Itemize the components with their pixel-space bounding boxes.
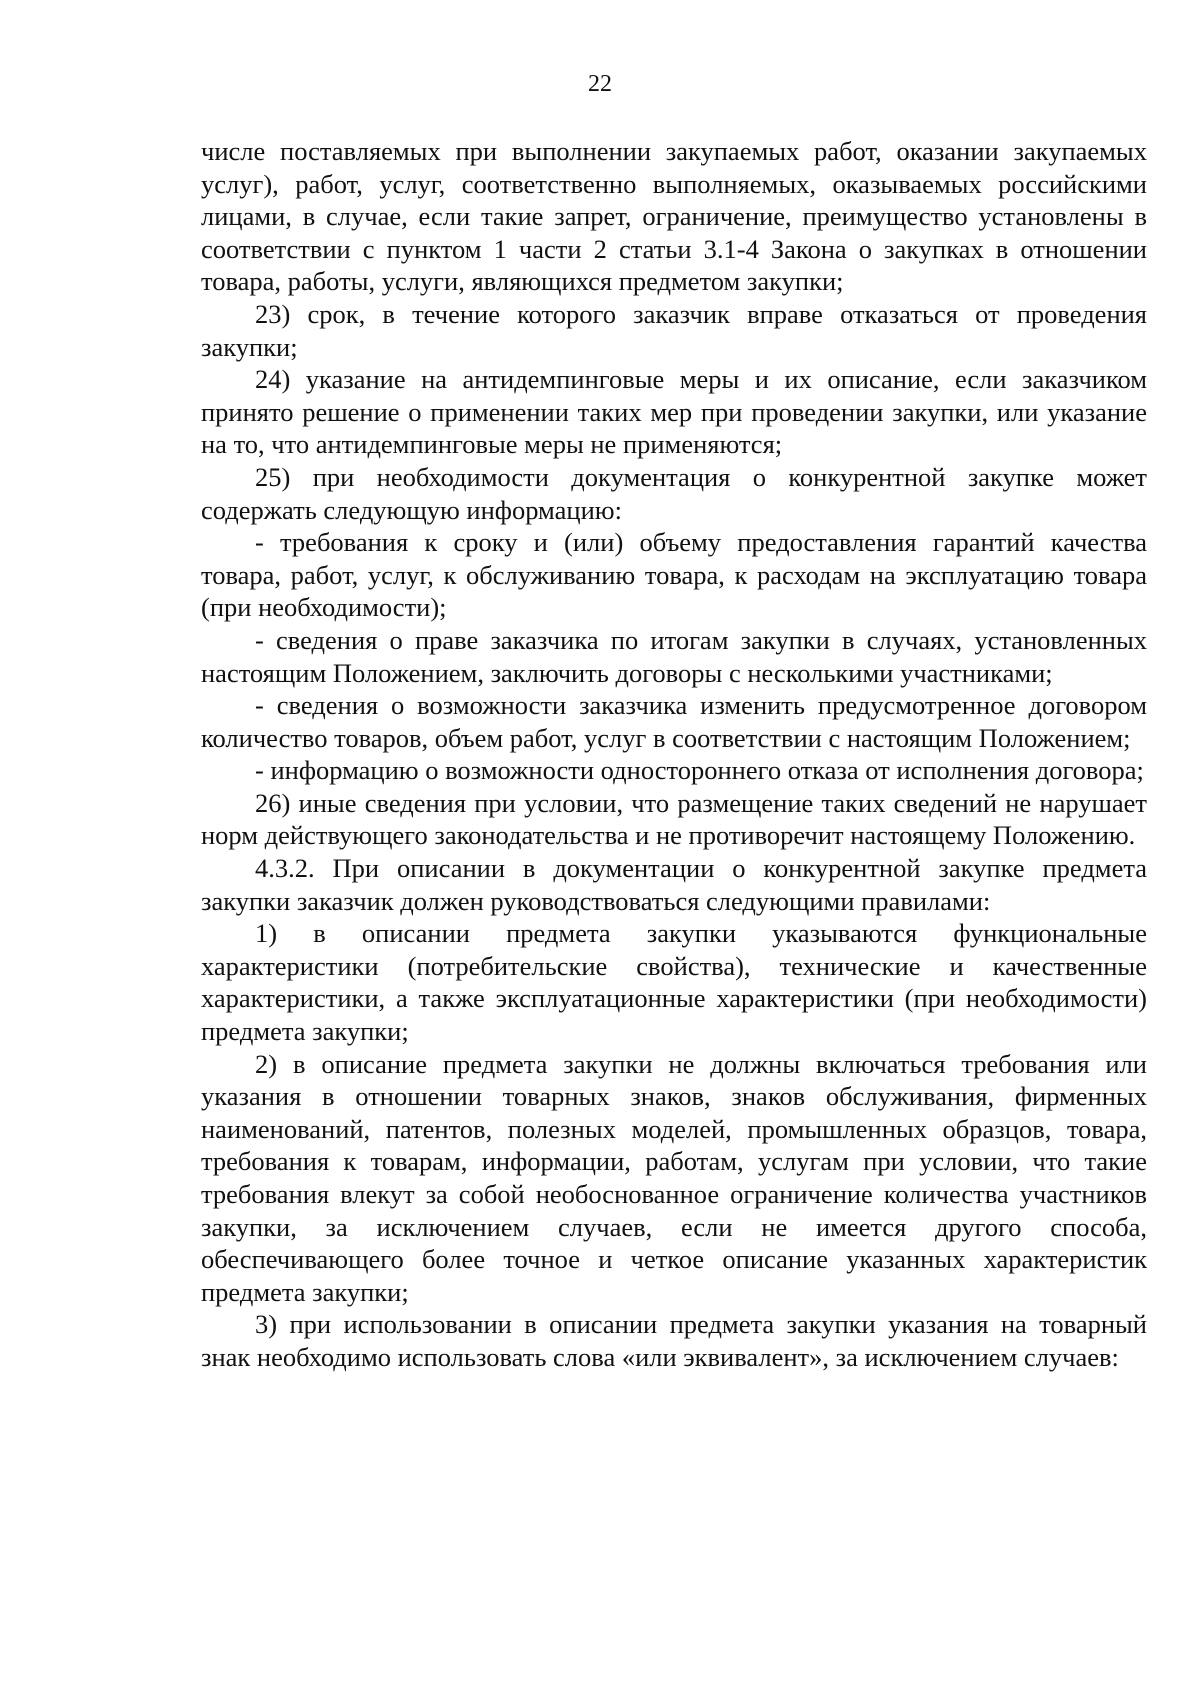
paragraph-rule-3: 3) при использовании в описании предмета закупки указания на товарный знак необходимо использовать слова «или эквивалент», за исключением случаев:	[201, 1309, 1147, 1372]
page-number: 22	[588, 71, 612, 97]
paragraph-bullet-multiple-contracts: - сведения о праве заказчика по итогам закупки в случаях, установленных настоящим Положением, заключить договоры с несколькими участниками;	[201, 624, 1147, 688]
paragraph-item-25: 25) при необходимости документация о конкурентной закупке может содержать следующую информацию:	[201, 461, 1147, 525]
paragraph-section-4-3-2: 4.3.2. При описании в документации о конкурентной закупке предмета закупки заказчик должен руководствоваться следующими правилами:	[201, 853, 1147, 916]
paragraph-item-23: 23) срок, в течение которого заказчик вправе отказаться от проведения закупки;	[201, 298, 1147, 362]
body-text	[201, 135, 1147, 1374]
paragraph-bullet-guarantees: - требования к сроку и (или) объему предоставления гарантий качества товара, работ, услуг, к обслуживанию товара, к расходам на эксплуатацию товара (при необходимости);	[201, 527, 1147, 623]
paragraph-item-24: 24) указание на антидемпинговые меры и их описание, если заказчиком принято решение о применении таких мер при проведении закупки, или указание на то, что антидемпинговые меры не применяются;	[201, 364, 1147, 460]
paragraph-bullet-unilateral-refusal: - информацию о возможности одностороннего отказа от исполнения договора;	[255, 755, 1144, 786]
paragraph-item-26: 26) иные сведения при условии, что размещение таких сведений не нарушает норм действующего законодательства и не противоречит настоящему Положению.	[201, 787, 1147, 851]
paragraph-bullet-change-quantity: - сведения о возможности заказчика изменить предусмотренное договором количество товаров, объем работ, услуг в соответствии с настоящим Положением;	[201, 690, 1147, 753]
paragraph-continuation: числе поставляемых при выполнении закупаемых работ, оказании закупаемых услуг), работ, услуг, соответственно выполняемых, оказываемых российскими лицами, в случае, если такие запрет, ограничение, преимущество установлены в соответствии с пунктом 1 части 2 статьи 3.1-4 Закона о закупках в отношении товара, работы, услуги, являющихся предметом закупки;	[201, 136, 1147, 297]
paragraph-rule-2: 2) в описание предмета закупки не должны включаться требования или указания в отношении товарных знаков, знаков обслуживания, фирменных наименований, патентов, полезных моделей, промышленных образцов, товара, требования к товарам, информации, работам, услугам при условии, что такие требования влекут за собой необоснованное ограничение количества участников закупки, за исключением случаев, если не имеется другого способа, обеспечивающего более точное и четкое описание указанных характеристик предмета закупки;	[201, 1048, 1147, 1307]
paragraph-rule-1: 1) в описании предмета закупки указываются функциональные характеристики (потребительские свойства), технические и качественные характеристики, а также эксплуатационные характеристики (при необходимости) предмета закупки;	[201, 918, 1147, 1047]
